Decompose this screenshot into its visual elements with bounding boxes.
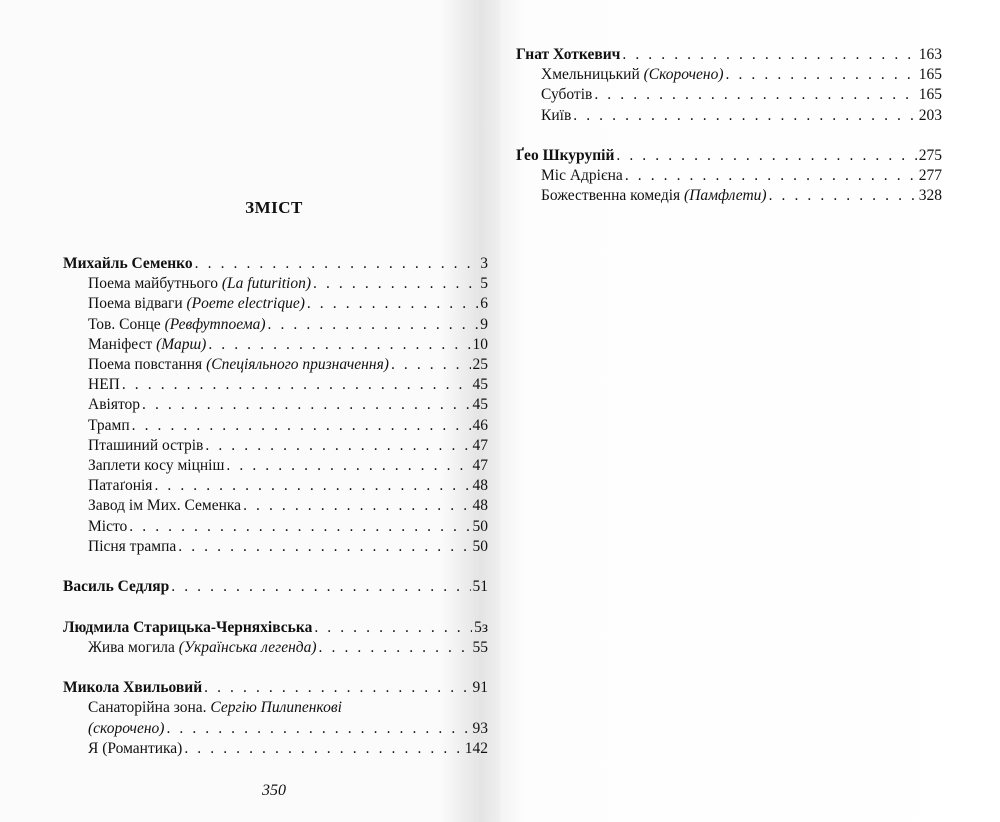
semenko-works-list <box>63 274 488 557</box>
toc-author-khvylovy <box>63 678 488 698</box>
work-title: Пісня трампа <box>88 537 177 555</box>
work-title: Суботів <box>541 86 593 104</box>
work-title: Поема повстання (Спеціяльного призначення) <box>88 356 389 374</box>
dot-leader <box>625 166 917 186</box>
page-ref: 46 <box>472 416 488 434</box>
dot-leader <box>313 274 478 294</box>
toc-entry <box>63 496 488 516</box>
page-ref: 93 <box>472 719 488 737</box>
dot-leader <box>142 395 470 415</box>
toc-entry <box>63 274 488 294</box>
dot-leader <box>243 496 470 516</box>
dot-leader <box>205 436 470 456</box>
work-title: Міс Адрієна <box>541 167 623 185</box>
toc-entry <box>63 416 488 436</box>
toc-author-sedliar <box>63 577 488 597</box>
page-ref: 5 <box>480 275 488 293</box>
work-title: Завод ім Мих. Семенка <box>88 497 242 515</box>
work-title: НЕП <box>88 376 120 394</box>
author-name: Ґео Шкурупій <box>516 147 615 164</box>
dot-leader <box>122 375 471 395</box>
toc-entry <box>516 186 942 206</box>
toc-entry <box>63 436 488 456</box>
work-title: Поема відваги (Poeme electrique) <box>88 295 305 313</box>
work-title: (скорочено) <box>88 719 165 737</box>
author-name: Василь Седляр <box>63 578 170 596</box>
page-ref: 165 <box>918 66 942 84</box>
toc-author-semenko <box>63 254 488 274</box>
work-title: Авіятор <box>88 396 141 414</box>
toc-entry <box>516 106 942 126</box>
dot-leader <box>195 254 479 274</box>
dot-leader <box>178 537 470 557</box>
page-ref: 25 <box>472 356 488 374</box>
work-title: Патаґонія <box>88 477 153 495</box>
page-ref: 5з <box>474 618 488 636</box>
work-title: Київ <box>541 106 572 124</box>
toc-author-khotkevych <box>516 45 942 65</box>
toc-right-column <box>516 45 942 207</box>
work-title: Я (Романтика) <box>88 739 183 757</box>
toc-left-column <box>63 254 488 759</box>
toc-entry <box>516 166 942 186</box>
toc-entry <box>63 335 488 355</box>
dot-leader <box>769 186 917 206</box>
dot-leader <box>204 678 470 698</box>
dot-leader <box>573 106 916 126</box>
toc-entry <box>63 517 488 537</box>
toc-entry <box>63 355 488 375</box>
page-ref: 328 <box>918 187 942 205</box>
work-title: Тов. Сонце (Ревфутпоема) <box>88 315 266 333</box>
page-ref: 45 <box>472 376 488 394</box>
dot-leader <box>226 456 470 476</box>
work-title: Жива могила (Українська легенда) <box>88 638 317 656</box>
toc-author-starytska <box>63 618 488 638</box>
page-ref: 47 <box>472 457 488 475</box>
toc-entry <box>63 537 488 557</box>
toc-entry <box>63 638 488 658</box>
work-title: Трамп <box>88 416 130 434</box>
shkurupii-works-list <box>516 166 942 206</box>
author-name: Михайль Семенко <box>63 255 193 272</box>
dot-leader <box>319 638 471 658</box>
dot-leader <box>171 577 470 597</box>
page-ref: 3 <box>480 255 488 272</box>
dot-leader <box>622 45 916 65</box>
dot-leader <box>594 85 916 105</box>
khotkevych-works-list <box>516 65 942 126</box>
work-title: Маніфест (Марш) <box>88 335 207 353</box>
work-title: Пташиний острів <box>88 436 204 454</box>
dot-leader <box>132 416 471 436</box>
toc-entry <box>516 85 942 105</box>
dot-leader <box>208 335 470 355</box>
page-ref: 275 <box>918 147 942 164</box>
dot-leader <box>314 618 472 638</box>
page-ref: 51 <box>472 578 488 596</box>
page-ref: 55 <box>472 638 488 656</box>
dot-leader <box>391 355 471 375</box>
page-ref: 142 <box>464 739 488 757</box>
page-ref: 48 <box>472 477 488 495</box>
toc-entry <box>63 456 488 476</box>
work-title: Місто <box>88 517 128 535</box>
dot-leader <box>268 315 479 335</box>
dot-leader <box>616 146 916 166</box>
toc-entry <box>516 65 942 85</box>
page-ref: 10 <box>472 335 488 353</box>
toc-entry <box>63 315 488 335</box>
dot-leader <box>129 517 470 537</box>
toc-entry <box>63 294 488 314</box>
author-name: Гнат Хоткевич <box>516 46 621 63</box>
work-title-line: Санаторійна зона. Сергію Пилипенкові <box>88 699 342 717</box>
page-ref: 9 <box>480 315 488 333</box>
work-title: Поема майбутнього (La futurition) <box>88 275 312 293</box>
toc-entry <box>63 719 488 739</box>
page-number: 350 <box>262 782 286 799</box>
dot-leader <box>307 294 478 314</box>
toc-author-shkurupii <box>516 146 942 166</box>
page-ref: 50 <box>472 517 488 535</box>
page-ref: 203 <box>918 106 942 124</box>
page-ref: 47 <box>472 436 488 454</box>
page-ref: 91 <box>472 679 488 697</box>
page-ref: 50 <box>472 537 488 555</box>
page-ref: 45 <box>472 396 488 414</box>
dot-leader <box>726 65 917 85</box>
dot-leader <box>154 476 470 496</box>
page-ref: 165 <box>918 86 942 104</box>
dot-leader <box>166 719 470 739</box>
page-ref: 277 <box>918 167 942 185</box>
work-title: Божественна комедія (Памфлети) <box>541 187 767 205</box>
page-ref: 6 <box>480 295 488 313</box>
author-name: Микола Хвильовий <box>63 679 203 697</box>
page-ref: 48 <box>472 497 488 515</box>
page-title: ЗМІСТ <box>245 198 303 217</box>
toc-entry <box>63 739 488 759</box>
toc-entry <box>63 375 488 395</box>
author-name: Людмила Старицька-Черняхівська <box>63 618 313 636</box>
toc-entry <box>63 395 488 415</box>
work-title: Хмельницький (Скорочено) <box>541 66 724 84</box>
toc-entry <box>63 476 488 496</box>
page-ref: 163 <box>918 46 942 63</box>
work-title: Заплети косу міцніш <box>88 457 225 475</box>
dot-leader <box>184 739 462 759</box>
